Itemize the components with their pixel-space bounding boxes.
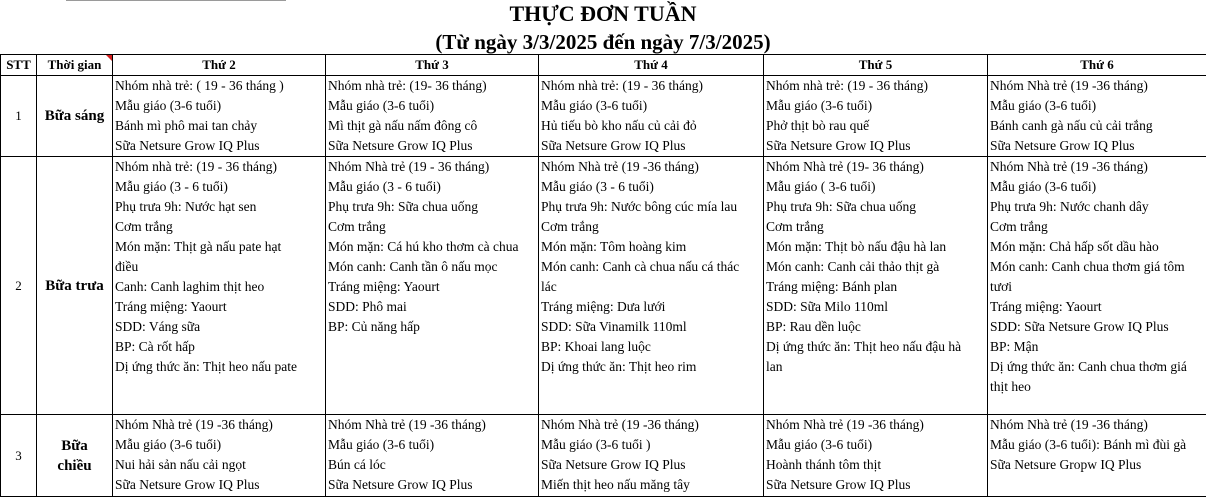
menu-line: Món mặn: Thịt bò nấu đậu hà lan (766, 237, 985, 257)
menu-line: BP: Cà rốt hấp (115, 337, 323, 357)
menu-line: Cơm trắng (766, 217, 985, 237)
menu-cell (988, 157, 1206, 415)
menu-line: chiều (39, 456, 110, 476)
header-row (1, 55, 1206, 76)
menu-line: Sữa Netsure Grow IQ Plus (766, 136, 985, 156)
header-thursday: Thứ 5 (764, 55, 988, 76)
header-stt: STT (1, 55, 37, 76)
menu-line: điều (115, 257, 323, 277)
menu-line: Sữa Netsure Grow IQ Plus (328, 136, 536, 156)
menu-line: Mẫu giáo (3-6 tuổi) (766, 435, 985, 455)
menu-line: Bánh mì phô mai tan chảy (115, 116, 323, 136)
menu-line: Nhóm Nhà trẻ (19 -36 tháng) (990, 157, 1204, 177)
menu-line: Sữa Netsure Grow IQ Plus (766, 475, 985, 495)
menu-line: Tráng miệng: Dưa lưới (541, 297, 761, 317)
menu-line: Dị ứng thức ăn: Canh chua thơm giá (990, 357, 1204, 377)
page-subtitle: (Từ ngày 3/3/2025 đến ngày 7/3/2025) (0, 30, 1206, 55)
menu-line: Sữa Netsure Gropw IQ Plus (990, 455, 1204, 475)
header-tuesday: Thứ 3 (326, 55, 539, 76)
comment-indicator (106, 55, 112, 61)
menu-line: SDD: Sữa Milo 110ml (766, 297, 985, 317)
menu-line: Mẫu giáo (3-6 tuổi ) (541, 435, 761, 455)
menu-line: Mẫu giáo (3-6 tuổi) (328, 435, 536, 455)
menu-cell (113, 157, 326, 415)
header-time-label: Thời gian (48, 57, 102, 72)
menu-line: Nhóm Nhà trẻ (19 -36 tháng) (115, 415, 323, 435)
menu-line: Phụ trưa 9h: Nước bông cúc mía lau (541, 197, 761, 217)
menu-line: Tráng miệng: Bánh plan (766, 277, 985, 297)
menu-cell (539, 157, 764, 415)
table-row-lunch (1, 157, 1206, 415)
menu-cell (326, 76, 539, 157)
weekly-menu-table (0, 54, 1206, 497)
row-number: 1 (1, 76, 37, 157)
menu-line: Tráng miệng: Yaourt (328, 277, 536, 297)
meal-name (37, 415, 113, 497)
menu-line: Mẫu giáo (3-6 tuổi) (115, 435, 323, 455)
menu-line: Món canh: Canh cà chua nấu cá thác (541, 257, 761, 277)
header-monday: Thứ 2 (113, 55, 326, 76)
menu-line: Mẫu giáo (3-6 tuổi) (541, 96, 761, 116)
menu-line: Nhóm Nhà trẻ (19 -36 tháng) (541, 415, 761, 435)
menu-line: Cơm trắng (541, 217, 761, 237)
menu-line: Dị ứng thức ăn: Thịt heo nấu đậu hà (766, 337, 985, 357)
menu-line: Phở thịt bò rau quế (766, 116, 985, 136)
menu-line: Phụ trưa 9h: Sữa chua uống (766, 197, 985, 217)
menu-line: lan (766, 357, 985, 377)
menu-line: Phụ trưa 9h: Nước hạt sen (115, 197, 323, 217)
menu-line: Nhóm Nhà trẻ (19 -36 tháng) (990, 415, 1204, 435)
menu-line: Mẫu giáo (3-6 tuổi) (328, 96, 536, 116)
menu-cell (326, 157, 539, 415)
menu-line: Món mặn: Tôm hoàng kim (541, 237, 761, 257)
menu-line: Phụ trưa 9h: Nước chanh dây (990, 197, 1204, 217)
menu-line: Hủ tiếu bò kho nấu củ cải đỏ (541, 116, 761, 136)
menu-line: Mẫu giáo (3-6 tuổi) (990, 96, 1204, 116)
menu-line: Dị ứng thức ăn: Thịt heo rim (541, 357, 761, 377)
menu-line: Nhóm Nhà trẻ (19 - 36 tháng) (328, 157, 536, 177)
menu-line: Bún cá lóc (328, 455, 536, 475)
menu-line: lác (541, 277, 761, 297)
menu-line: thịt heo (990, 377, 1204, 397)
menu-line: Tráng miệng: Yaourt (990, 297, 1204, 317)
table-row-afternoon (1, 415, 1206, 497)
menu-cell (539, 415, 764, 497)
menu-line: Phụ trưa 9h: Sữa chua uống (328, 197, 536, 217)
menu-line: Sữa Netsure Grow IQ Plus (990, 136, 1204, 156)
menu-line: BP: Khoai lang luộc (541, 337, 761, 357)
page-title: THỰC ĐƠN TUẦN (0, 0, 1206, 28)
menu-line: Cơm trắng (990, 217, 1204, 237)
menu-line: Món mặn: Cá hú kho thơm cà chua (328, 237, 536, 257)
menu-line: BP: Mận (990, 337, 1204, 357)
menu-cell (539, 76, 764, 157)
menu-line: Mẫu giáo (3-6 tuổi) (766, 96, 985, 116)
table-row-breakfast (1, 76, 1206, 157)
menu-cell (988, 415, 1206, 497)
menu-line: SDD: Váng sữa (115, 317, 323, 337)
header-time (37, 55, 113, 76)
header-wednesday: Thứ 4 (539, 55, 764, 76)
menu-line: Mẫu giáo (3 - 6 tuổi) (328, 177, 536, 197)
menu-line: Món canh: Canh tần ô nấu mọc (328, 257, 536, 277)
menu-line: Nhóm Nhà trẻ (19 -36 tháng) (541, 157, 761, 177)
menu-line: Nhóm Nhà trẻ (19 -36 tháng) (328, 415, 536, 435)
menu-line: Mẫu giáo (3 - 6 tuổi) (541, 177, 761, 197)
menu-cell (326, 415, 539, 497)
menu-line: Mẫu giáo (3-6 tuổi) (990, 177, 1204, 197)
menu-line: Nhóm nhà trẻ: (19 - 36 tháng) (541, 76, 761, 96)
meal-name: Bữa trưa (37, 157, 113, 415)
menu-line: Miến thịt heo nấu măng tây (541, 475, 761, 495)
menu-line: Sữa Netsure Grow IQ Plus (541, 455, 761, 475)
header-friday: Thứ 6 (988, 55, 1206, 76)
menu-line: SDD: Phô mai (328, 297, 536, 317)
menu-line: Nhóm Nhà trẻ (19- 36 tháng) (766, 157, 985, 177)
menu-line: BP: Rau dền luộc (766, 317, 985, 337)
menu-line: Mì thịt gà nấu nấm đông cô (328, 116, 536, 136)
row-number: 2 (1, 157, 37, 415)
menu-line: Nhóm nhà trẻ: (19- 36 tháng) (328, 76, 536, 96)
meal-name: Bữa sáng (37, 76, 113, 157)
menu-line: Cơm trắng (115, 217, 323, 237)
menu-line: Dị ứng thức ăn: Thịt heo nấu pate (115, 357, 323, 377)
menu-line: Món mặn: Thịt gà nấu pate hạt (115, 237, 323, 257)
menu-line: Sữa Netsure Grow IQ Plus (541, 136, 761, 156)
menu-line: SDD: Sữa Netsure Grow IQ Plus (990, 317, 1204, 337)
menu-line: Món canh: Canh cải thảo thịt gà (766, 257, 985, 277)
menu-line: Mẫu giáo (3 - 6 tuổi) (115, 177, 323, 197)
menu-line: Nui hải sản nấu cải ngọt (115, 455, 323, 475)
menu-line: Bữa (39, 436, 110, 456)
menu-cell (764, 415, 988, 497)
menu-line: Nhóm Nhà trẻ (19 -36 tháng) (766, 415, 985, 435)
menu-line: Tráng miệng: Yaourt (115, 297, 323, 317)
menu-line: BP: Củ năng hấp (328, 317, 536, 337)
menu-cell (113, 415, 326, 497)
menu-cell (988, 76, 1206, 157)
menu-line: tươi (990, 277, 1204, 297)
menu-cell (113, 76, 326, 157)
menu-line: Mẫu giáo (3-6 tuổi) (115, 96, 323, 116)
menu-line: Mẫu giáo (3-6 tuổi): Bánh mì đùi gà (990, 435, 1204, 455)
menu-line: Nhóm nhà trẻ: ( 19 - 36 tháng ) (115, 76, 323, 96)
menu-line: Canh: Canh laghim thịt heo (115, 277, 323, 297)
menu-line: Nhóm nhà trẻ: (19 - 36 tháng) (766, 76, 985, 96)
menu-line: Nhóm nhà trẻ: (19 - 36 tháng) (115, 157, 323, 177)
menu-line: Sữa Netsure Grow IQ Plus (115, 136, 323, 156)
menu-line: Nhóm Nhà trẻ (19 -36 tháng) (990, 76, 1204, 96)
menu-line: Sữa Netsure Grow IQ Plus (115, 475, 323, 495)
menu-line: Bánh canh gà nấu củ cải trắng (990, 116, 1204, 136)
menu-line: Mẫu giáo ( 3-6 tuổi) (766, 177, 985, 197)
menu-line: Món canh: Canh chua thơm giá tôm (990, 257, 1204, 277)
row-number: 3 (1, 415, 37, 497)
menu-line: Cơm trắng (328, 217, 536, 237)
menu-cell (764, 76, 988, 157)
menu-line: Món mặn: Chả hấp sốt dầu hào (990, 237, 1204, 257)
menu-line: Sữa Netsure Grow IQ Plus (328, 475, 536, 495)
menu-cell (764, 157, 988, 415)
menu-line: Hoành thánh tôm thịt (766, 455, 985, 475)
menu-line: SDD: Sữa Vinamilk 110ml (541, 317, 761, 337)
